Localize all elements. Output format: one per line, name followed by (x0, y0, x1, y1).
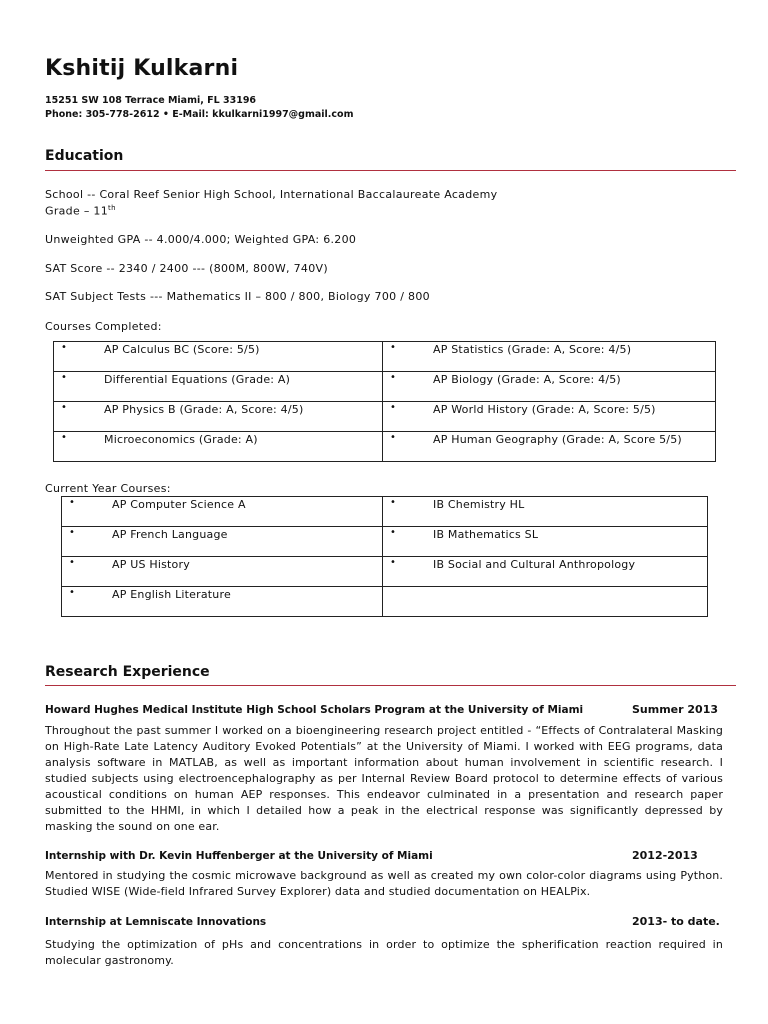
course-name: IB Social and Cultural Anthropology (433, 558, 636, 571)
completed-course-cell (54, 402, 383, 432)
courses-completed-label: Courses Completed: (45, 320, 162, 333)
job-date-lemniscate: 2013- to date. (632, 915, 720, 928)
job-description-lemniscate: Studying the optimization of pHs and concentrations in order to optimize the spherification reaction required in molecular gastronomy. (45, 938, 723, 967)
current-course-row (62, 527, 708, 557)
course-name: AP English Literature (112, 588, 231, 601)
completed-course-row (54, 372, 716, 402)
bullet-icon: • (61, 432, 68, 443)
bullet-icon: • (69, 527, 76, 538)
job-description-hhmi: Throughout the past summer I worked on a bioengineering research project entitled - “Effects of Contralateral Masking on High-Rate Late Latency Auditory Evoked Potentials” at the University of Miami. I worked with EEG programs, data analysis software in MATLAB, as well as important information about human involvement in scientific research. I studied subjects using electroencephalography as per Internal Review Board protocol to determine effects of various acoustical conditions on human AEP responses. This endeavor culminated in a presentation and research paper submitted to the HHMI, in which I detailed how a peak in the electrical response was significantly depressed by masking the sound on one ear. (45, 724, 723, 833)
bullet-icon: • (69, 557, 76, 568)
completed-course-cell (54, 432, 383, 462)
candidate-name: Kshitij Kulkarni (45, 56, 239, 81)
course-name: AP Human Geography (Grade: A, Score 5/5) (433, 433, 682, 446)
current-course-cell (62, 497, 383, 527)
grade-line (45, 204, 116, 218)
current-course-cell (383, 557, 708, 587)
job-title-lemniscate: Internship at Lemniscate Innovations (45, 916, 267, 928)
completed-course-cell (54, 342, 383, 372)
current-course-cell (383, 527, 708, 557)
bullet-icon: • (390, 402, 397, 413)
grade-suffix: th (108, 204, 116, 212)
current-course-cell (62, 557, 383, 587)
course-name: Microeconomics (Grade: A) (104, 433, 258, 446)
completed-courses-table (53, 341, 716, 462)
job-title-huffenberger: Internship with Dr. Kevin Huffenberger at the University of Miami (45, 850, 433, 862)
job-title-hhmi: Howard Hughes Medical Institute High School Scholars Program at the University of Miami (45, 704, 584, 716)
contact-line: Phone: 305-778-2612 • E-Mail: kkulkarni1997@gmail.com (45, 109, 354, 120)
current-courses-label: Current Year Courses: (45, 482, 171, 495)
sat-subject-line: SAT Subject Tests --- Mathematics II – 800 / 800, Biology 700 / 800 (45, 290, 430, 303)
course-name: IB Chemistry HL (433, 498, 525, 511)
completed-course-cell (383, 342, 716, 372)
course-name: AP Computer Science A (112, 498, 246, 511)
course-name: AP US History (112, 558, 190, 571)
current-course-cell (62, 587, 383, 617)
bullet-icon: • (61, 402, 68, 413)
current-course-row (62, 557, 708, 587)
course-name: AP Statistics (Grade: A, Score: 4/5) (433, 343, 632, 356)
completed-course-row (54, 432, 716, 462)
course-name: AP Biology (Grade: A, Score: 4/5) (433, 373, 621, 386)
current-course-cell (62, 527, 383, 557)
gpa-line: Unweighted GPA -- 4.000/4.000; Weighted GPA: 6.200 (45, 233, 357, 246)
bullet-icon: • (69, 587, 76, 598)
course-name: IB Mathematics SL (433, 528, 539, 541)
research-divider (45, 685, 736, 686)
school-line: School -- Coral Reef Senior High School, International Baccalaureate Academy (45, 188, 498, 201)
bullet-icon: • (390, 527, 397, 538)
research-heading: Research Experience (45, 664, 210, 680)
job-date-huffenberger: 2012-2013 (632, 849, 698, 862)
course-name: AP Calculus BC (Score: 5/5) (104, 343, 260, 356)
grade-text: Grade – 11 (45, 204, 109, 218)
bullet-icon: • (61, 372, 68, 383)
completed-course-cell (383, 372, 716, 402)
bullet-icon: • (390, 557, 397, 568)
bullet-icon: • (390, 432, 397, 443)
course-name: AP Physics B (Grade: A, Score: 4/5) (104, 403, 304, 416)
current-course-row (62, 587, 708, 617)
bullet-icon: • (61, 342, 68, 353)
bullet-icon: • (390, 372, 397, 383)
completed-course-cell (54, 372, 383, 402)
current-course-cell (383, 497, 708, 527)
completed-course-cell (383, 432, 716, 462)
education-divider (45, 170, 736, 171)
course-name: Differential Equations (Grade: A) (104, 373, 291, 386)
completed-course-cell (383, 402, 716, 432)
bullet-icon: • (390, 497, 397, 508)
course-name: AP French Language (112, 528, 228, 541)
job-description-huffenberger: Mentored in studying the cosmic microwave background as well as created my own color-color diagrams using Python. Studied WISE (Wide-field Infrared Survey Explorer) data and studied documentation on HEALPix. (45, 869, 723, 898)
course-name: AP World History (Grade: A, Score: 5/5) (433, 403, 656, 416)
sat-line: SAT Score -- 2340 / 2400 --- (800M, 800W, 740V) (45, 262, 328, 275)
bullet-icon: • (69, 497, 76, 508)
current-course-cell (383, 587, 708, 617)
current-courses-table (61, 496, 708, 617)
education-heading: Education (45, 148, 124, 164)
completed-course-row (54, 402, 716, 432)
address-line: 15251 SW 108 Terrace Miami, FL 33196 (45, 95, 257, 106)
bullet-icon: • (390, 342, 397, 353)
job-date-hhmi: Summer 2013 (632, 703, 719, 716)
current-course-row (62, 497, 708, 527)
completed-course-row (54, 342, 716, 372)
